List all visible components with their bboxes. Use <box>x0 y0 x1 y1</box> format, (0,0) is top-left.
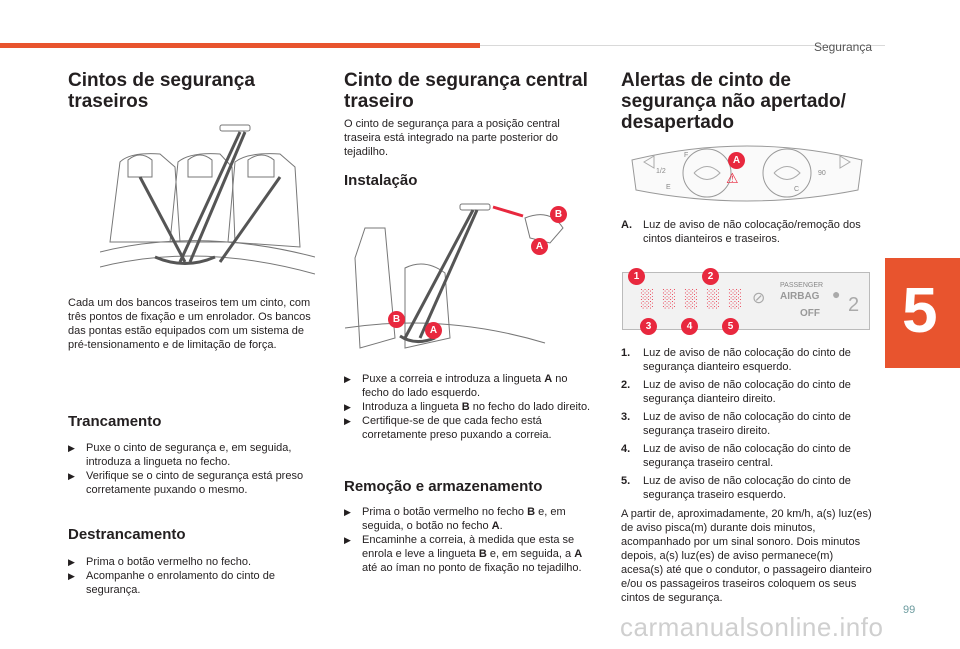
panel-passenger-label: PASSENGER <box>780 282 824 289</box>
list-item: 2. Luz de aviso de não colocação do cinto de segurança dianteiro direito. <box>621 379 851 405</box>
panel-callout-2: 2 <box>702 268 719 285</box>
cluster-c-label: C <box>794 186 800 193</box>
list-item: 3. Luz de aviso de não colocação do cinto de segurança traseiro direito. <box>621 411 851 437</box>
bullet-arrow-icon: ▶ <box>68 471 75 481</box>
seatbelt-warning-panel <box>622 272 870 330</box>
col3-title: Alertas de cinto de segurança não apertado/ desapertado <box>621 70 846 133</box>
lock-list <box>68 441 316 497</box>
list-item: ▶ Prima o botão vermelho no fecho B e, em seguida, o botão no fecho A. <box>344 506 566 532</box>
center-belt-drawing <box>345 198 585 363</box>
bullet-arrow-icon: ▶ <box>344 507 351 517</box>
install-list <box>344 372 592 442</box>
panel-callout-3: 3 <box>640 318 657 335</box>
panel-callout-4: 4 <box>681 318 698 335</box>
seatbelt-warning-icon: ⚠ <box>726 170 739 186</box>
list-item: ▶ Verifique se o cinto de segurança está preso corretamente puxando o mesmo. <box>68 470 304 496</box>
panel-callout-5: 5 <box>722 318 739 335</box>
cluster-f-label: F <box>684 152 689 159</box>
list-item: 4. Luz de aviso de não colocação do cinto de segurança traseiro central. <box>621 443 851 469</box>
list-item: 1. Luz de aviso de não colocação do cinto de segurança dianteiro esquerdo. <box>621 347 851 373</box>
callout-a-bottom: A <box>425 322 442 339</box>
col2-intro: O cinto de segurança para a posição central traseira está integrado na parte posterior do tejadilho. <box>344 118 560 158</box>
cluster-e-label: E <box>666 184 671 191</box>
instrument-cluster-illustration <box>622 140 872 206</box>
list-item: ▶ Puxe o cinto de segurança e, em seguida, introduza a lingueta no fecho. <box>68 442 292 468</box>
bullet-arrow-icon: ▶ <box>344 535 351 545</box>
bullet-arrow-icon: ▶ <box>68 571 75 581</box>
list-item: ▶ Acompanhe o enrolamento do cinto de segurança. <box>68 570 275 596</box>
col1-intro: Cada um dos bancos traseiros tem um cinto, com três pontos de fixação e um enrolador. Os bancos das pontas estão equipados com um sistema de pré-tensionamento e de limitação de força. <box>68 297 311 351</box>
install-title: Instalação <box>344 172 418 189</box>
seat-icon-2: ░ <box>662 288 675 308</box>
list-item: ▶ Encaminhe a correia, à medida que esta se enrola e leve a lingueta B e, em seguida, a A até ao íman no ponto de fixação no tejadilho. <box>344 534 583 574</box>
col2-title: Cinto de segurança central traseiro <box>344 70 588 112</box>
page-number: 99 <box>903 604 916 616</box>
label-a-text: Luz de aviso de não colocação/remoção dos cintos dianteiros e traseiros. <box>643 219 861 245</box>
bullet-arrow-icon: ▶ <box>344 402 351 412</box>
callout-b-top: B <box>550 206 567 223</box>
seat-icon-5: ░ <box>728 288 741 308</box>
seat-icon-4: ░ <box>706 288 719 308</box>
removal-title: Remoção e armazenamento <box>344 478 543 495</box>
lock-title: Trancamento <box>68 413 162 430</box>
label-a-key: A. <box>621 219 632 231</box>
warning-light-list <box>621 346 873 506</box>
section-title: Segurança <box>813 40 872 54</box>
cluster-90-label: 90 <box>818 170 826 177</box>
airbag-off-icon: ⊘ <box>752 290 766 307</box>
rear-seats-illustration <box>100 122 315 287</box>
removal-list <box>344 505 599 575</box>
seat-icon-1: ░ <box>640 288 653 308</box>
list-item: ▶ Puxe a correia e introduza a lingueta A no fecho do lado esquerdo. <box>344 373 568 399</box>
passenger-airbag-icon: ● <box>832 286 841 302</box>
list-item: ▶ Introduza a lingueta B no fecho do lado direito. <box>344 401 591 413</box>
center-belt-illustration <box>345 198 585 363</box>
bullet-arrow-icon: ▶ <box>68 443 75 453</box>
bullet-arrow-icon: ▶ <box>344 416 351 426</box>
cluster-callout-a: A <box>728 152 745 169</box>
unlock-title: Destrancamento <box>68 526 186 543</box>
list-item: ▶ Prima o botão vermelho no fecho. <box>68 556 252 568</box>
panel-airbag-label: AIRBAG <box>780 291 820 302</box>
seat-icon-3: ░ <box>684 288 697 308</box>
callout-b-bottom: B <box>388 311 405 328</box>
callout-a-top: A <box>531 238 548 255</box>
watermark: carmanualsonline.info <box>620 612 884 642</box>
header-accent-bar <box>0 43 480 48</box>
list-item: 5. Luz de aviso de não colocação do cinto de segurança traseiro esquerdo. <box>621 475 851 501</box>
bullet-arrow-icon: ▶ <box>344 374 351 384</box>
col1-title: Cintos de segurança traseiros <box>68 70 255 112</box>
panel-off-label: OFF <box>800 308 820 319</box>
panel-2-label: 2 <box>848 294 860 316</box>
panel-callout-1: 1 <box>628 268 645 285</box>
unlock-list <box>68 555 316 597</box>
chapter-number: 5 <box>902 274 938 346</box>
col3-outro: A partir de, aproximadamente, 20 km/h, a(s) luz(es) de aviso pisca(m) durante dois minutos, acompanhado por um sinal sonoro. Dois minutos depois, a(s) luz(es) de aviso permanece(m) acesa(s) até que o condutor, o passageiro dianteiro e/ou os passageiros traseiros coloquem os seus cintos de segurança. <box>621 508 872 604</box>
list-item: ▶ Certifique-se de que cada fecho está corretamente preso puxando a correia. <box>344 415 552 441</box>
cluster-half-label: 1/2 <box>656 168 666 175</box>
bullet-arrow-icon: ▶ <box>68 557 75 567</box>
